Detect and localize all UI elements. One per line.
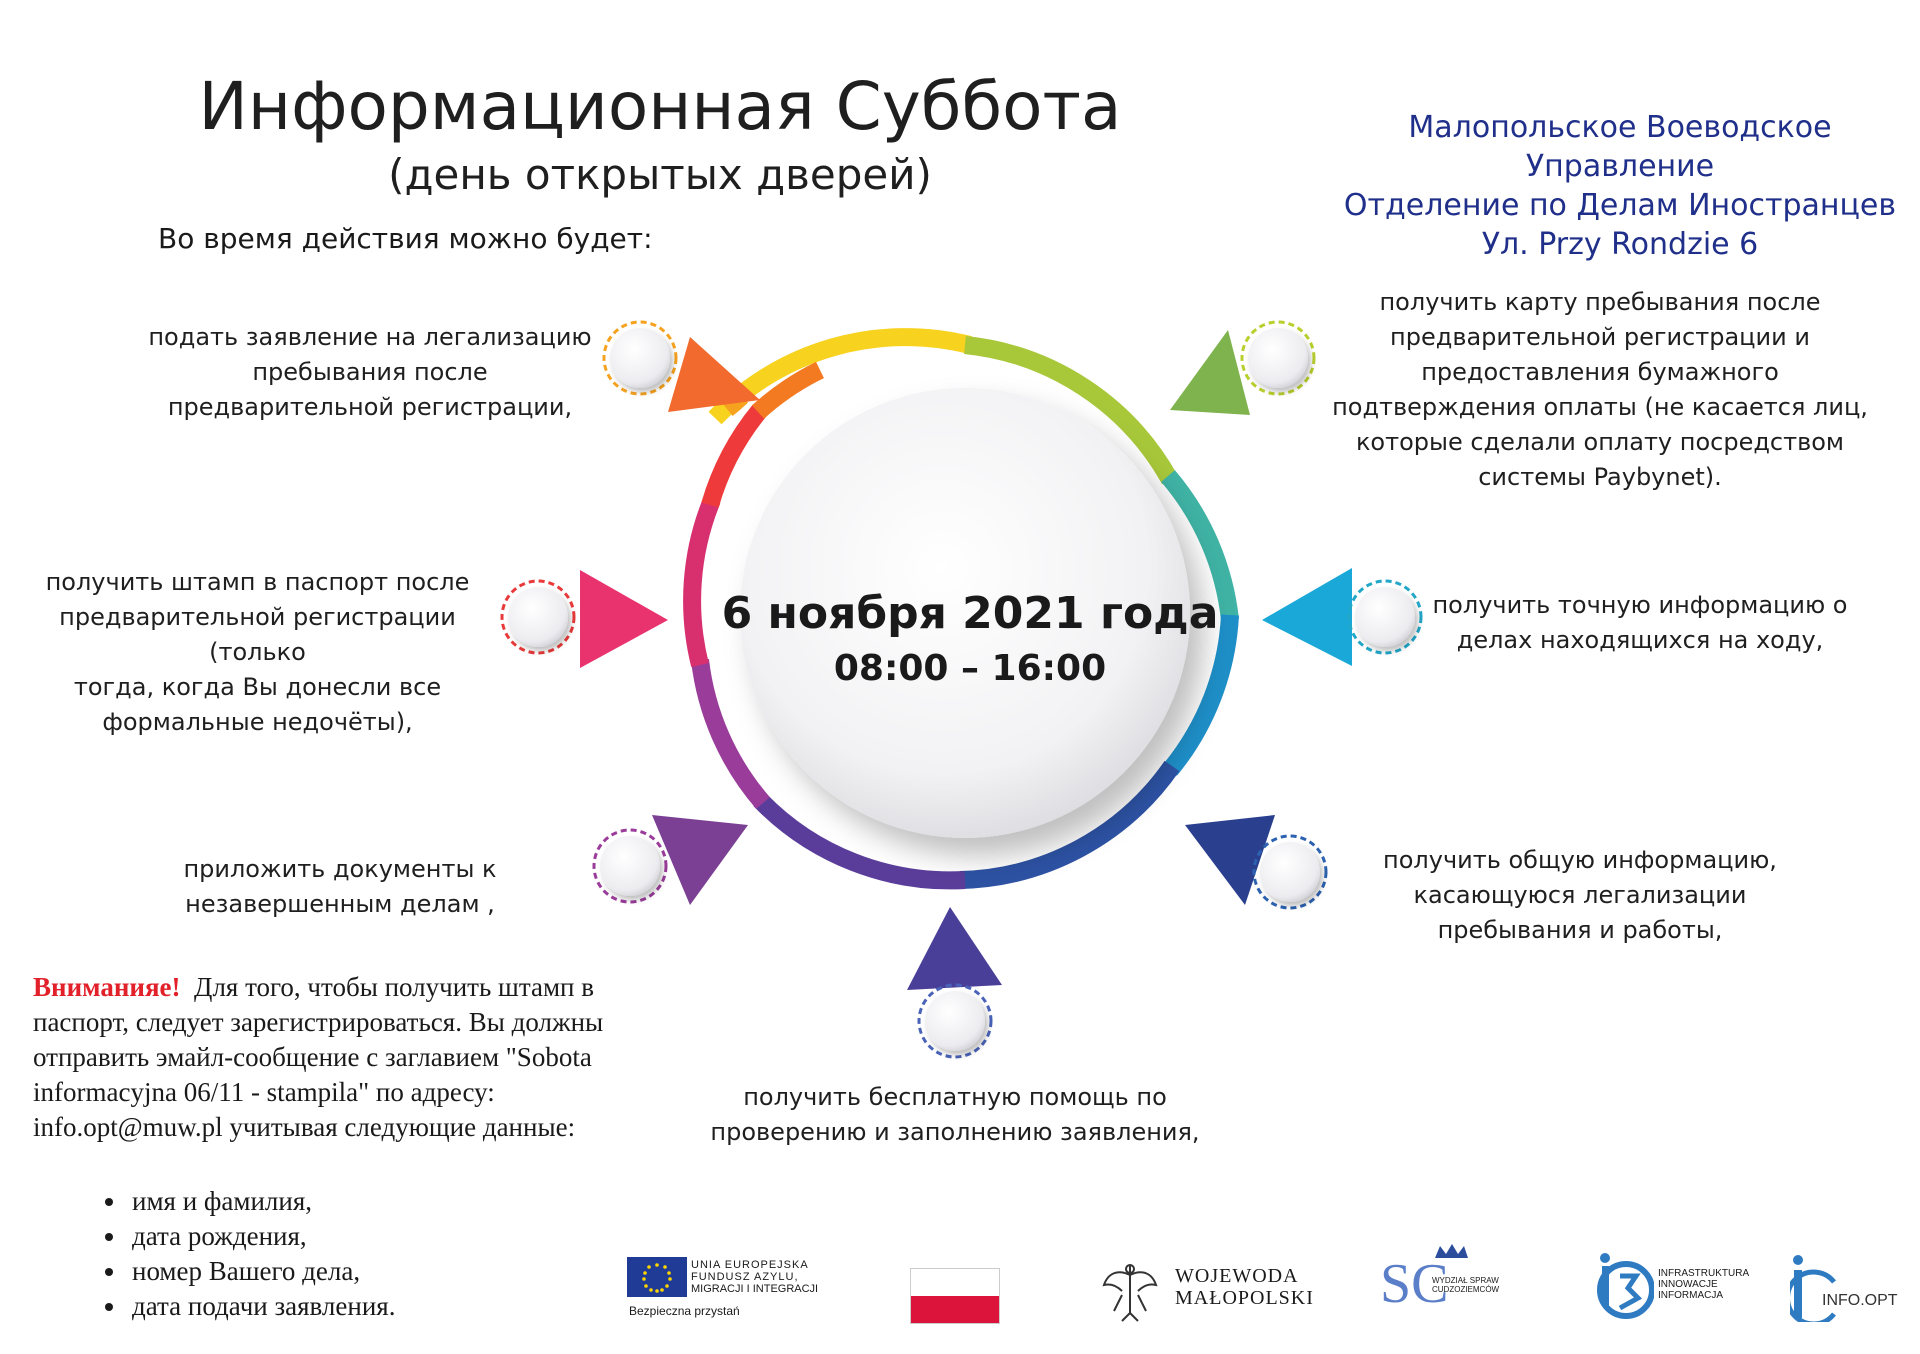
- eu-text: FUNDUSZ AZYLU,: [691, 1271, 799, 1283]
- page-subtitle: (день открытых дверей): [388, 150, 932, 199]
- list-item: • дата подачи заявления.: [128, 1289, 395, 1324]
- eagle-icon: [1100, 1255, 1160, 1325]
- address-line: Отделение по Делам Иностранцев: [1343, 188, 1897, 223]
- item-line: пребывания после: [252, 358, 488, 386]
- list-item: • дата рождения,: [128, 1219, 395, 1254]
- item-line: получить бесплатную помощь по: [743, 1083, 1167, 1111]
- eu-flag-icon: [627, 1257, 687, 1297]
- item-top-right: [1320, 285, 1880, 495]
- address-line: Ул. Przy Rondzie 6: [1481, 227, 1759, 262]
- item-bottom: [700, 1080, 1210, 1150]
- warning-label: Вниманияе!: [33, 972, 181, 1002]
- ring-arc-magenta: [692, 500, 712, 665]
- i3-icon: [1592, 1252, 1654, 1322]
- circle-mid-left: [502, 581, 574, 653]
- item-bottom-left: [150, 852, 530, 922]
- event-date: 6 ноября 2021 года: [721, 588, 1219, 639]
- eu-text: MIGRACJI I INTEGRACJI: [691, 1283, 819, 1295]
- list-item: • номер Вашего дела,: [128, 1254, 395, 1289]
- arrow-mid-left: [580, 570, 668, 668]
- item-line: делах находящихся на ходу,: [1456, 626, 1824, 654]
- item-line: получить точную информацию о: [1432, 591, 1848, 619]
- item-line: получить общую информацию,: [1383, 846, 1777, 874]
- eu-logo: [627, 1257, 827, 1327]
- arrow-bottom-left: [652, 815, 748, 905]
- eu-text: UNIA EUROPEJSKA: [691, 1259, 809, 1271]
- item-line: предварительной регистрации и: [1390, 323, 1810, 351]
- warning-text: Для того, чтобы получить штамп в паспорт, следует зарегистрироваться. Вы должны отправить эмайл-сообщение с заглавием "Sobota informacyjna 06/11 - stampila" по адресу: info.opt@muw.pl учитывая следующие данные:: [33, 972, 604, 1142]
- circle-bottom: [919, 985, 991, 1057]
- info-opt-icon: [1790, 1252, 1840, 1322]
- item-mid-right: [1420, 588, 1860, 658]
- item-line: пребывания и работы,: [1437, 916, 1723, 944]
- item-line: предварительной регистрации,: [167, 393, 573, 421]
- item-mid-left: [10, 565, 505, 740]
- item-line: системы Paybynet).: [1478, 463, 1722, 491]
- info-opt-text: INFO.OPT: [1822, 1292, 1898, 1309]
- wojewoda-text: MAŁOPOLSKI: [1175, 1287, 1314, 1309]
- item-top-left: [130, 320, 610, 425]
- item-line: предварительной регистрации (только: [59, 603, 456, 666]
- info-opt-logo: [1790, 1252, 1915, 1328]
- eu-caption: Bezpieczna przystań: [629, 1304, 740, 1318]
- i3-text: INFORMACJA: [1658, 1290, 1723, 1301]
- item-line: которые сделали оплату посредством: [1355, 428, 1845, 456]
- arrow-top-left: [668, 337, 760, 412]
- list-item: • имя и фамилия,: [128, 1184, 395, 1219]
- i3-logo: [1592, 1252, 1752, 1328]
- item-line: тогда, когда Вы донесли все: [73, 673, 442, 701]
- arrow-top-right: [1170, 330, 1250, 415]
- intro-text: Во время действия можно будет:: [158, 222, 653, 255]
- arrow-mid-right: [1262, 568, 1352, 666]
- i3-text: INFRASTRUKTURA: [1658, 1268, 1750, 1279]
- i3-text: INNOWACJE: [1658, 1279, 1718, 1290]
- sc-letters: SC: [1380, 1253, 1449, 1315]
- circle-bottom-right: [1254, 836, 1326, 908]
- circle-top-left: [604, 322, 676, 394]
- item-line: проверению и заполнению заявления,: [710, 1118, 1200, 1146]
- item-line: получить штамп в паспорт после: [45, 568, 470, 596]
- sc-text: WYDZIAŁ SPRAW: [1432, 1276, 1499, 1285]
- item-line: формальные недочёты),: [102, 708, 413, 736]
- circle-mid-right: [1349, 581, 1421, 653]
- arrow-bottom: [907, 907, 1002, 990]
- wojewoda-text: WOJEWODA: [1175, 1265, 1299, 1287]
- sc-logo: [1380, 1240, 1510, 1320]
- event-time: 08:00 – 16:00: [833, 648, 1107, 689]
- item-bottom-right: [1360, 843, 1800, 948]
- required-data-list: [94, 1184, 395, 1324]
- item-line: приложить документы к: [183, 855, 497, 883]
- wojewoda-logo: [1100, 1255, 1314, 1325]
- sc-text: CUDZOZIEMCÓW: [1432, 1285, 1500, 1294]
- item-line: касающуюся легализации: [1413, 881, 1747, 909]
- poland-flag-icon: [910, 1268, 1000, 1324]
- item-line: незавершенным делам ,: [185, 890, 495, 918]
- circle-bottom-left: [594, 830, 666, 902]
- circle-top-right: [1242, 322, 1314, 394]
- warning-note: [33, 970, 633, 1145]
- page-title: Информационная Суббота: [198, 68, 1122, 145]
- item-line: предоставления бумажного: [1421, 358, 1779, 386]
- item-line: подтверждения оплаты (не касается лиц,: [1332, 393, 1868, 421]
- ring-arc-red: [710, 410, 760, 505]
- item-line: подать заявление на легализацию: [148, 323, 592, 351]
- address-line: Малопольское Воеводское Управление: [1408, 110, 1832, 184]
- item-line: получить карту пребывания после: [1379, 288, 1821, 316]
